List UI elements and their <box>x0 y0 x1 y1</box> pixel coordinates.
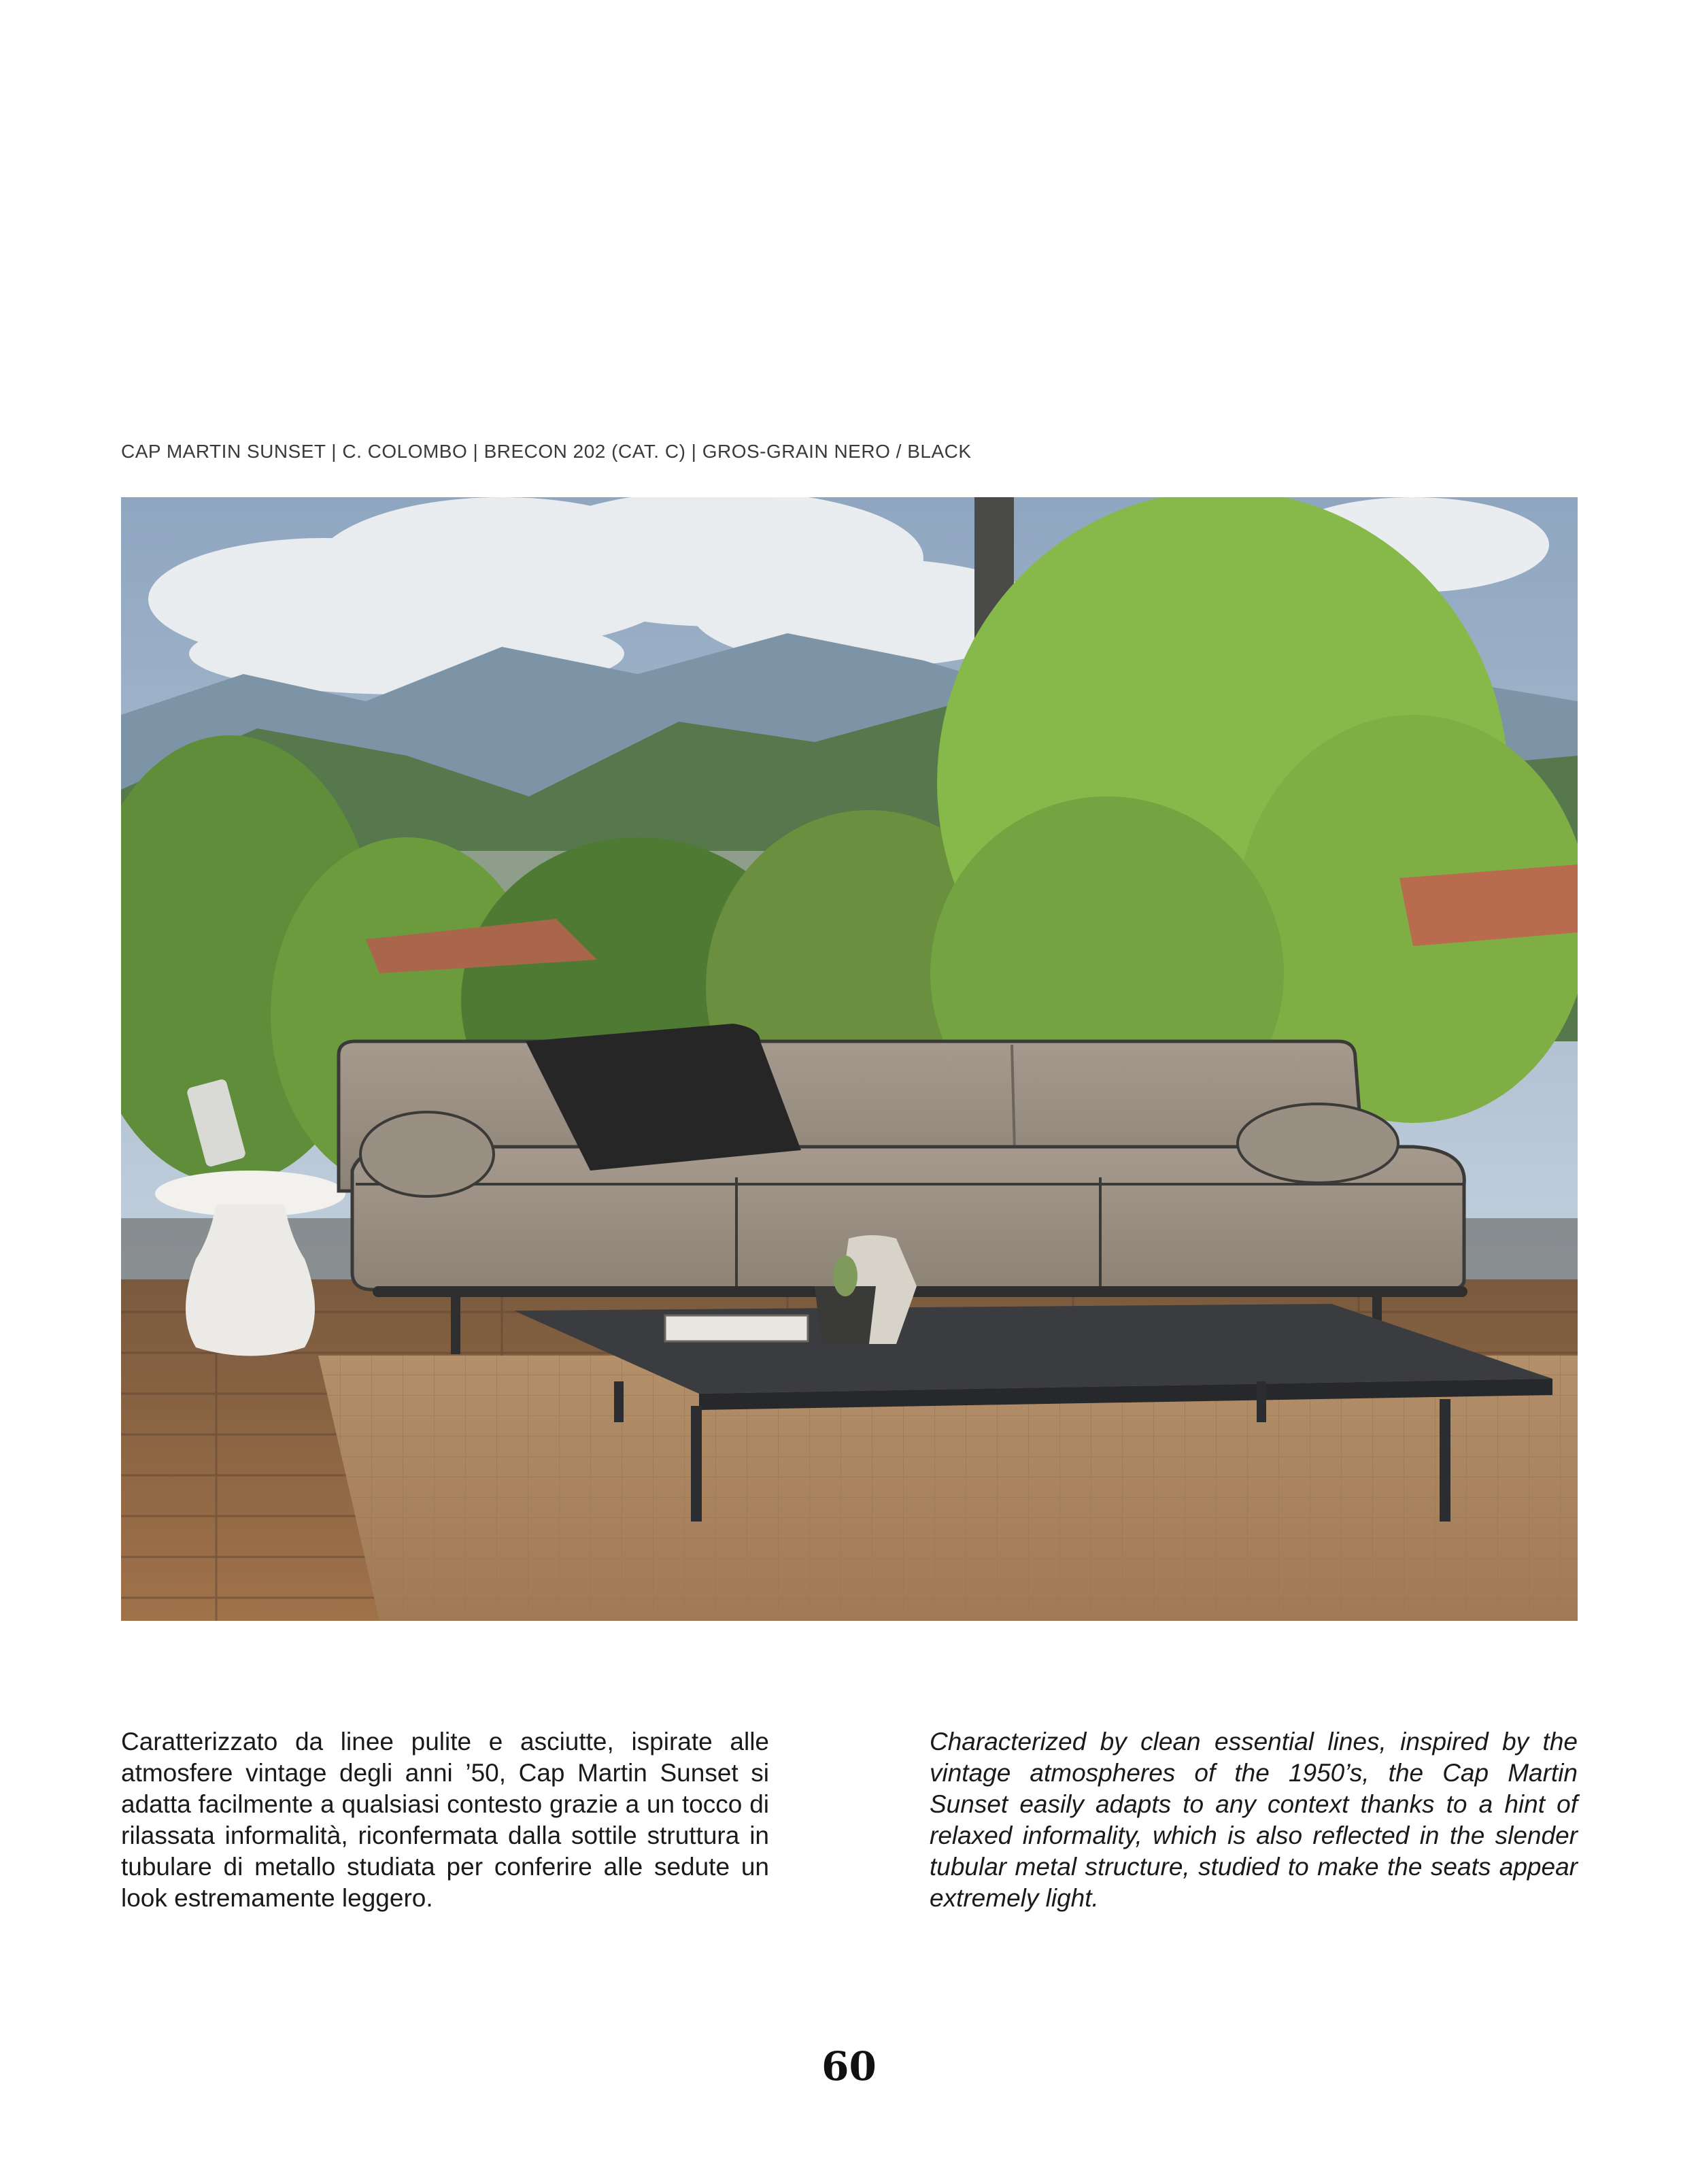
sofa-leg-left <box>451 1293 460 1354</box>
description-italian: Caratterizzato da linee pulite e asciutte, ispirate alle atmosfere vintage degli anni ’50, Cap Martin Sunset si adatta facilmente a qualsiasi contesto grazie a un tocco di rilassata informalità, riconfermata dalla sottile struttura in tubulare di metallo studiata per conferire alle sedute un look estremamente leggero. <box>121 1728 769 1912</box>
books <box>665 1315 808 1341</box>
photo-caption: CAP MARTIN SUNSET | C. COLOMBO | BRECON 202 (CAT. C) | GROS-GRAIN NERO / BLACK <box>121 441 972 462</box>
bolster-left <box>360 1112 494 1196</box>
sofa-scene-illustration <box>121 497 1578 1621</box>
product-photo <box>121 497 1578 1621</box>
roof-right <box>1399 864 1578 946</box>
bolster-right <box>1238 1104 1398 1183</box>
sofa-base <box>373 1286 1467 1297</box>
page-number: 60 <box>821 2043 877 2089</box>
cactus <box>833 1256 858 1296</box>
description-english: Characterized by clean essential lines, inspired by the vintage atmospheres of the 1950’s, the Cap Martin Sunset easily adapts to any context thanks to a hint of relaxed informality, which is also reflected in the slender tubular metal structure, studied to make the seats appear extremely light. <box>930 1728 1578 1912</box>
